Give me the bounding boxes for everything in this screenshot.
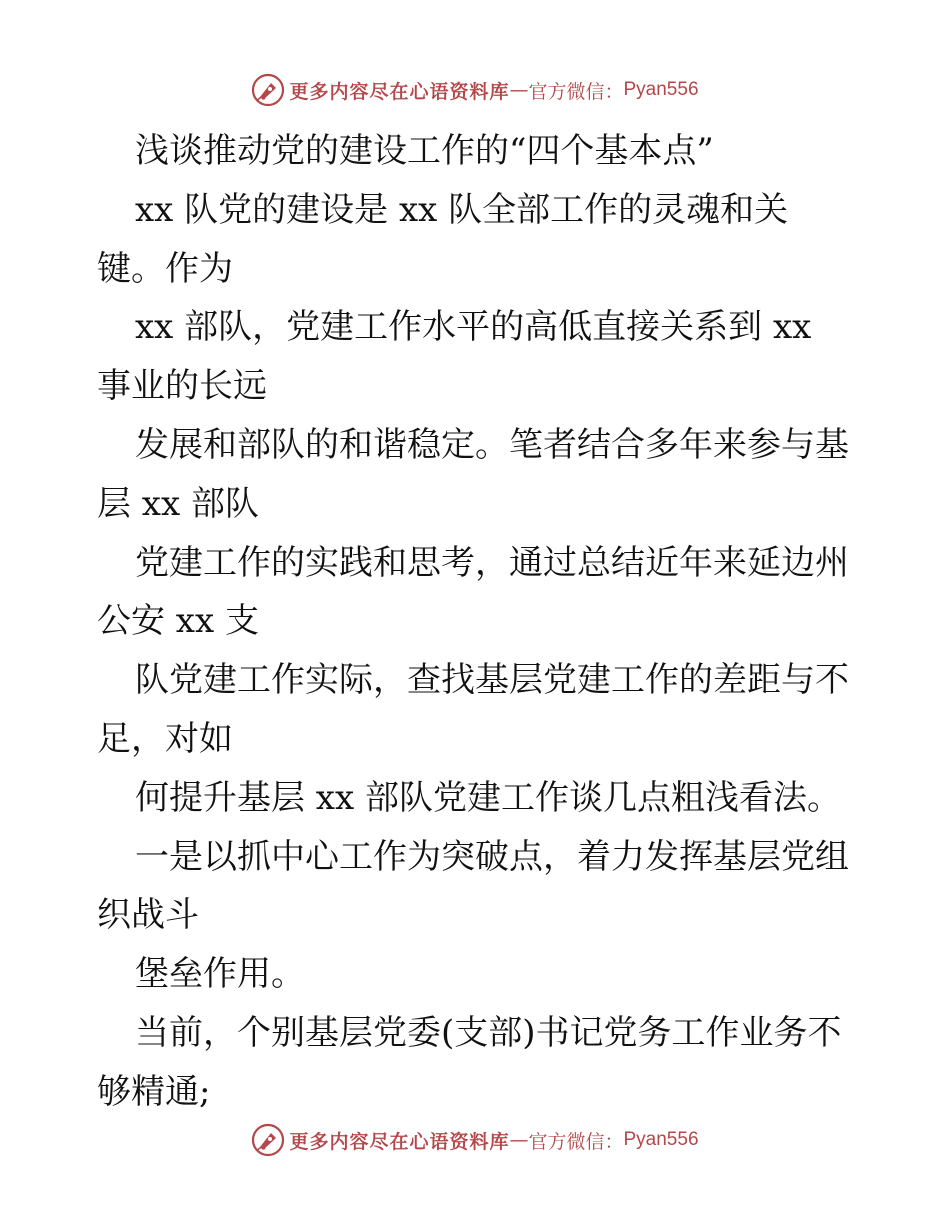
body-line: 当前，个别基层党委(支部)书记党务工作业务不 [135, 1012, 842, 1053]
body-line: 层 xx 部队 [97, 483, 259, 524]
header-brand-text: 更多内容尽在心语资料库 [289, 80, 510, 103]
body-line: 事业的长远 [97, 366, 267, 407]
header-wechat-id: Pyan556 [623, 79, 699, 100]
footer-wechat-id: Pyan556 [623, 1129, 699, 1150]
header-wechat-label: 官方微信： [528, 80, 624, 103]
pen-nib-logo-icon [251, 73, 285, 107]
body-line: 键。作为 [97, 248, 233, 289]
footer-separator: — [509, 1129, 529, 1151]
document-title: 浅谈推动党的建设工作的“四个基本点” [135, 131, 714, 171]
body-line: xx 队党的建设是 xx 队全部工作的灵魂和关 [135, 189, 789, 230]
body-line: 发展和部队的和谐稳定。笔者结合多年来参与基 [135, 424, 849, 465]
footer-brand-text: 更多内容尽在心语资料库 [289, 1130, 510, 1153]
body-line: 堡垒作用。 [135, 954, 305, 995]
footer-wechat-label: 官方微信： [528, 1130, 624, 1153]
body-line: 一是以抓中心工作为突破点，着力发挥基层党组 [135, 836, 849, 877]
document-body [97, 122, 857, 1122]
body-line: 党建工作的实践和思考，通过总结近年来延边州 [135, 542, 849, 583]
body-line: 织战斗 [97, 895, 199, 936]
footer-banner [0, 1123, 950, 1157]
body-line: 足，对如 [97, 718, 233, 759]
body-line: 公安 xx 支 [97, 601, 259, 642]
body-line: 队党建工作实际，查找基层党建工作的差距与不 [135, 660, 849, 701]
pen-nib-logo-icon [251, 1123, 285, 1157]
body-line: 够精通; [97, 1071, 211, 1112]
body-line: 何提升基层 xx 部队党建工作谈几点粗浅看法。 [135, 777, 841, 818]
body-line: xx 部队，党建工作水平的高低直接关系到 xx [135, 307, 812, 348]
header-banner [0, 73, 950, 107]
header-separator: — [509, 79, 529, 101]
